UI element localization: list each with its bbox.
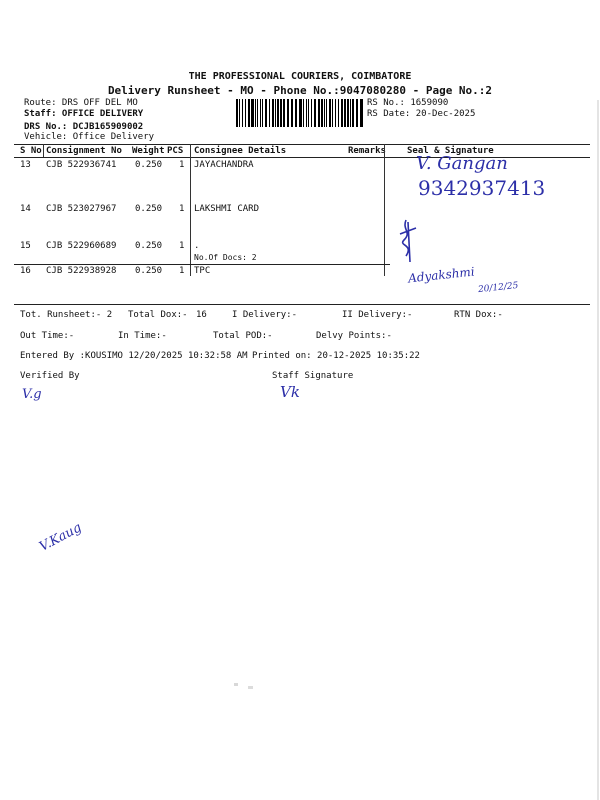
row16-date: 20/12/25 bbox=[477, 280, 519, 296]
barcode-bar bbox=[329, 99, 331, 127]
barcode-bar bbox=[265, 99, 267, 127]
row-pcs: 1 bbox=[179, 266, 185, 276]
out-time: Out Time:- bbox=[20, 331, 75, 341]
row-consignee: TPC bbox=[194, 266, 211, 276]
row-docs-note: No.Of Docs: 2 bbox=[194, 253, 257, 262]
ii-delivery: II Delivery:- bbox=[342, 310, 413, 320]
scan-edge bbox=[597, 100, 599, 800]
vehicle-label: Vehicle: Office Delivery bbox=[24, 132, 155, 142]
col-divider bbox=[43, 144, 44, 157]
printed-on: Printed on: 20-12-2025 10:35:22 bbox=[252, 351, 420, 361]
barcode-bar bbox=[299, 99, 302, 127]
barcode-bar bbox=[318, 99, 320, 127]
barcode-bar bbox=[291, 99, 293, 127]
entered-by: Entered By :KOUSIMO 12/20/2025 10:32:58 AM bbox=[20, 351, 248, 361]
barcode-bar bbox=[239, 99, 240, 127]
barcode-bar bbox=[303, 99, 304, 127]
row-weight: 0.250 bbox=[135, 266, 163, 276]
barcode-bar bbox=[356, 99, 358, 127]
barcode-bar bbox=[335, 99, 336, 127]
col-weight: Weight bbox=[132, 146, 165, 156]
row13-phone: 9342937413 bbox=[418, 176, 546, 200]
row-pcs: 1 bbox=[179, 160, 185, 170]
barcode-bar bbox=[287, 99, 289, 127]
scan-speck bbox=[234, 683, 238, 686]
drs-number: DRS No.: DCJB165909002 bbox=[24, 122, 144, 132]
barcode-bar bbox=[341, 99, 343, 127]
row-sno: 16 bbox=[20, 266, 31, 276]
barcode-bar bbox=[277, 99, 279, 127]
total-dox-label: Total Dox:- bbox=[128, 310, 188, 320]
barcode-bar bbox=[260, 99, 261, 127]
table-top-rule bbox=[14, 144, 590, 145]
row-consignee: JAYACHANDRA bbox=[194, 160, 254, 170]
row-consignment: CJB 522936741 bbox=[46, 160, 117, 170]
runsheet-subtitle: Delivery Runsheet - MO - Phone No.:9047080280 - Page No.:2 bbox=[107, 84, 493, 97]
col-consignee: Consignee Details bbox=[194, 146, 287, 156]
barcode-bar bbox=[326, 99, 327, 127]
barcode-bar bbox=[248, 99, 250, 127]
i-delivery: I Delivery:- bbox=[232, 310, 298, 320]
barcode-bar bbox=[275, 99, 276, 127]
barcode-bar bbox=[255, 99, 256, 127]
row-weight: 0.250 bbox=[135, 241, 163, 251]
barcode-bar bbox=[280, 99, 282, 127]
barcode-bar bbox=[344, 99, 346, 127]
barcode-bar bbox=[257, 99, 258, 127]
barcode-bar bbox=[308, 99, 309, 127]
row-consignee: LAKSHMI CARD bbox=[194, 204, 260, 214]
total-runsheet: Tot. Runsheet:- 2 bbox=[20, 310, 113, 320]
totals-rule bbox=[14, 304, 590, 305]
row-weight: 0.250 bbox=[135, 160, 163, 170]
row-consignee: . bbox=[194, 241, 200, 251]
row-sno: 15 bbox=[20, 241, 31, 251]
route-label: Route: DRS OFF DEL MO bbox=[24, 98, 138, 108]
row-separator bbox=[14, 264, 390, 265]
row-sno: 14 bbox=[20, 204, 31, 214]
barcode-bar bbox=[314, 99, 316, 127]
col-pcs: PCS bbox=[167, 146, 184, 156]
total-pod: Total POD:- bbox=[213, 331, 273, 341]
barcode-bar bbox=[236, 99, 238, 127]
barcode-bar bbox=[347, 99, 349, 127]
row-pcs: 1 bbox=[179, 241, 185, 251]
barcode-bar bbox=[332, 99, 333, 127]
rs-date: RS Date: 20-Dec-2025 bbox=[367, 109, 476, 119]
barcode-bar bbox=[242, 99, 243, 127]
row16-signature: Adyakshmi bbox=[407, 264, 476, 286]
barcode-bar bbox=[321, 99, 323, 127]
row15-signature-scribble bbox=[394, 216, 424, 266]
col-remarks: Remarks bbox=[348, 146, 386, 156]
barcode-bar bbox=[311, 99, 312, 127]
scan-speck bbox=[248, 686, 253, 689]
barcode-bar bbox=[245, 99, 246, 127]
verified-initials: V.g bbox=[22, 387, 42, 402]
barcode bbox=[236, 99, 364, 127]
row-consignment: CJB 523027967 bbox=[46, 204, 117, 214]
barcode-bar bbox=[350, 99, 351, 127]
col-divider bbox=[190, 144, 191, 276]
verified-by-label: Verified By bbox=[20, 371, 80, 381]
barcode-bar bbox=[262, 99, 263, 127]
barcode-bar bbox=[251, 99, 254, 127]
col-seal-signature: Seal & Signature bbox=[407, 146, 494, 156]
barcode-bar bbox=[352, 99, 354, 127]
total-dox-value: 16 bbox=[196, 310, 207, 320]
barcode-bar bbox=[272, 99, 274, 127]
barcode-bar bbox=[324, 99, 325, 127]
barcode-bar bbox=[295, 99, 297, 127]
margin-signature: V.Kaug bbox=[37, 520, 85, 555]
staff-label: Staff: OFFICE DELIVERY bbox=[24, 109, 144, 119]
row-weight: 0.250 bbox=[135, 204, 163, 214]
staff-initials: Vk bbox=[280, 383, 300, 401]
row-pcs: 1 bbox=[179, 204, 185, 214]
barcode-bar bbox=[306, 99, 307, 127]
rtn-dox: RTN Dox:- bbox=[454, 310, 503, 320]
row-consignment: CJB 522960689 bbox=[46, 241, 117, 251]
col-sno: S No bbox=[20, 146, 42, 156]
row13-signature: V. Gangan bbox=[416, 153, 508, 174]
barcode-bar bbox=[338, 99, 339, 127]
col-divider bbox=[384, 144, 385, 276]
in-time: In Time:- bbox=[118, 331, 167, 341]
barcode-bar bbox=[360, 99, 363, 127]
delvy-points: Delvy Points:- bbox=[316, 331, 392, 341]
row-consignment: CJB 522938928 bbox=[46, 266, 117, 276]
company-title: THE PROFESSIONAL COURIERS, COIMBATORE bbox=[188, 71, 412, 82]
staff-signature-label: Staff Signature bbox=[272, 371, 354, 381]
row-sno: 13 bbox=[20, 160, 31, 170]
barcode-bar bbox=[269, 99, 270, 127]
col-consignment: Consignment No bbox=[46, 146, 122, 156]
barcode-bar bbox=[283, 99, 285, 127]
rs-number: RS No.: 1659090 bbox=[367, 98, 449, 108]
